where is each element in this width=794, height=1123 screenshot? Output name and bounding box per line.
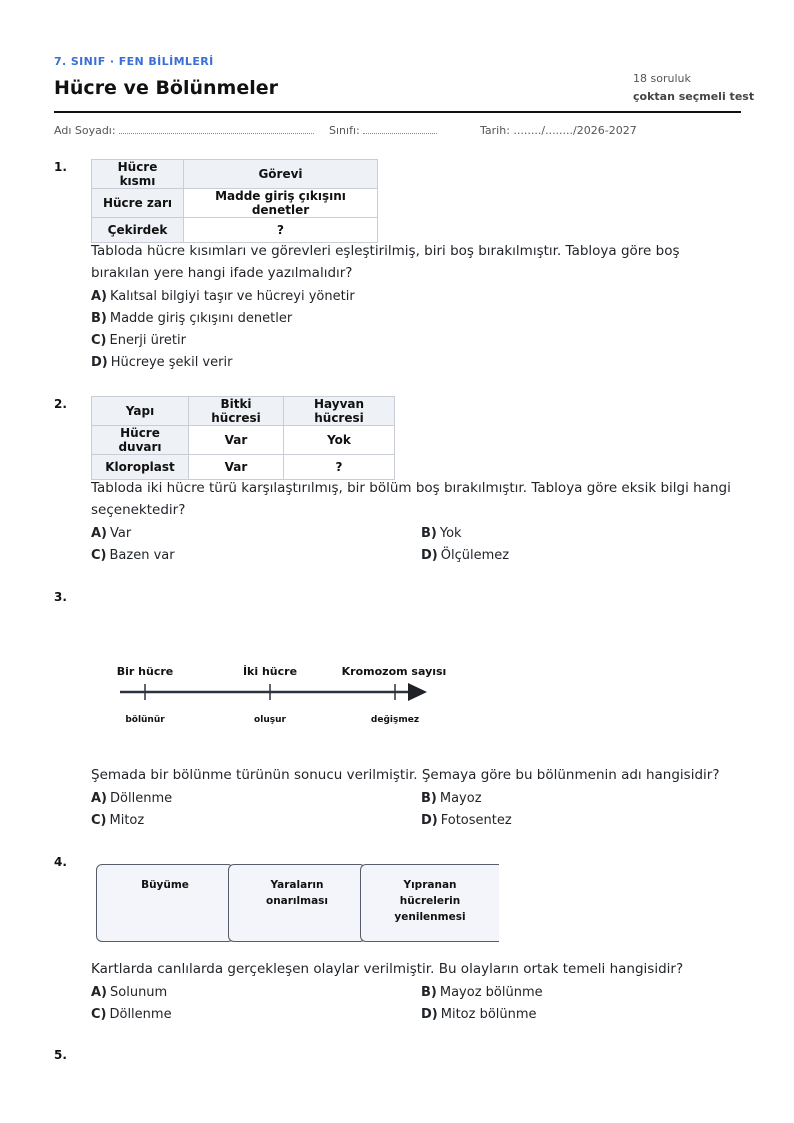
question-2-number: 2. [54,397,67,411]
option-letter: A) [91,289,108,304]
question-5-number: 5. [54,1048,67,1062]
option-text: Mitoz [109,813,145,828]
option-letter: D) [91,355,108,370]
option-letter: D) [421,548,438,563]
question-3-option-c[interactable] [91,813,144,828]
question-4-option-d[interactable] [421,1007,537,1022]
question-4-option-c[interactable] [91,1007,172,1022]
question-1-number: 1. [54,160,67,174]
option-text: Ölçülemez [440,548,510,563]
question-3-option-b[interactable] [421,791,482,806]
question-3-option-a[interactable] [91,791,172,806]
question-3-number: 3. [54,590,67,604]
subject-label: 7. SINIF · FEN BİLİMLERİ [54,55,214,68]
table-cell: Var [189,426,284,455]
table-row-header: Çekirdek [92,218,184,243]
table-row-header: Hücre duvarı [92,426,189,455]
option-letter: D) [421,1007,438,1022]
option-text: Solunum [110,985,168,1000]
option-letter: A) [91,985,108,1000]
table-cell: ? [284,455,395,480]
question-count: 18 soruluk [633,72,691,85]
table-header: Bitki hücresi [189,397,284,426]
table-row-header: Kloroplast [92,455,189,480]
event-card [228,864,366,942]
option-letter: C) [91,333,107,348]
question-4-option-b[interactable] [421,985,543,1000]
table-cell: Var [189,455,284,480]
event-card [96,864,234,942]
option-letter: C) [91,1007,107,1022]
event-card-label: Büyüme [141,879,189,891]
option-text: Mayoz bölünme [439,985,543,1000]
option-letter: D) [421,813,438,828]
option-text: Enerji üretir [109,333,186,348]
option-text: Mitoz bölünme [440,1007,537,1022]
option-letter: A) [91,791,108,806]
option-letter: C) [91,548,107,563]
diagram-top-label: Bir hücre [116,665,174,678]
option-text: Mayoz [439,791,482,806]
option-text: Madde giriş çıkışını denetler [109,311,293,326]
question-4-stem: Kartlarda canlılarda gerçekleşen olaylar verilmiştir. Bu olayların ortak temeli hangisidir? [91,961,684,977]
table-header: Görevi [184,160,378,189]
date-field: Tarih: ......../......../2026-2027 [480,124,637,137]
question-3-option-d[interactable] [421,813,512,828]
option-letter: A) [91,526,108,541]
option-letter: C) [91,813,107,828]
diagram-arrowhead [408,683,427,701]
option-text: Var [110,526,132,541]
question-3-stem: Şemada bir bölünme türünün sonucu verilmiştir. Şemaya göre bu bölünmenin adı hangisidir? [91,767,720,783]
table-header: Yapı [92,397,189,426]
table-cell: Yok [284,426,395,455]
table-row-header: Hücre zarı [92,189,184,218]
option-text: Döllenme [110,791,173,806]
table-header: Hücre kısmı [92,160,184,189]
test-type: çoktan seçmeli test [633,90,755,103]
table-cell: Madde giriş çıkışını denetler [184,189,378,218]
diagram-bottom-label: değişmez [370,715,420,725]
option-text: Yok [439,526,462,541]
diagram-bottom-label: oluşur [254,715,286,725]
event-card-label: Yıpranan hücrelerin yenilenmesi [394,879,466,923]
option-text: Bazen var [109,548,175,563]
table-header: Hayvan hücresi [284,397,395,426]
page-title: Hücre ve Bölünmeler [54,77,279,99]
event-card-label: Yaraların onarılması [265,879,329,907]
diagram-top-label: Kromozom sayısı [341,665,447,678]
diagram-bottom-label: bölünür [125,715,165,725]
option-letter: B) [421,791,437,806]
event-card [360,864,499,942]
question-4-number: 4. [54,855,67,869]
name-label: Adı Soyadı: [54,124,116,137]
table-cell: ? [184,218,378,243]
question-1-stem: Tabloda hücre kısımları ve görevleri eşleştirilmiş, biri boş bırakılmıştır. Tabloya göre boş bırakılan yere hangi ifade yazılmalıdır? [91,243,680,281]
class-label: Sınıfı: [329,124,360,137]
option-text: Hücreye şekil verir [110,355,233,370]
question-2-stem: Tabloda iki hücre türü karşılaştırılmış, bir bölüm boş bırakılmıştır. Tabloya göre eksik bilgi hangi seçenektedir? [91,480,731,518]
option-letter: B) [421,985,437,1000]
option-letter: B) [421,526,437,541]
diagram-top-label: İki hücre [242,665,298,678]
option-letter: B) [91,311,107,326]
option-text: Döllenme [109,1007,172,1022]
option-text: Kalıtsal bilgiyi taşır ve hücreyi yönetir [110,289,355,304]
option-text: Fotosentez [440,813,512,828]
question-4-option-a[interactable] [91,985,167,1000]
